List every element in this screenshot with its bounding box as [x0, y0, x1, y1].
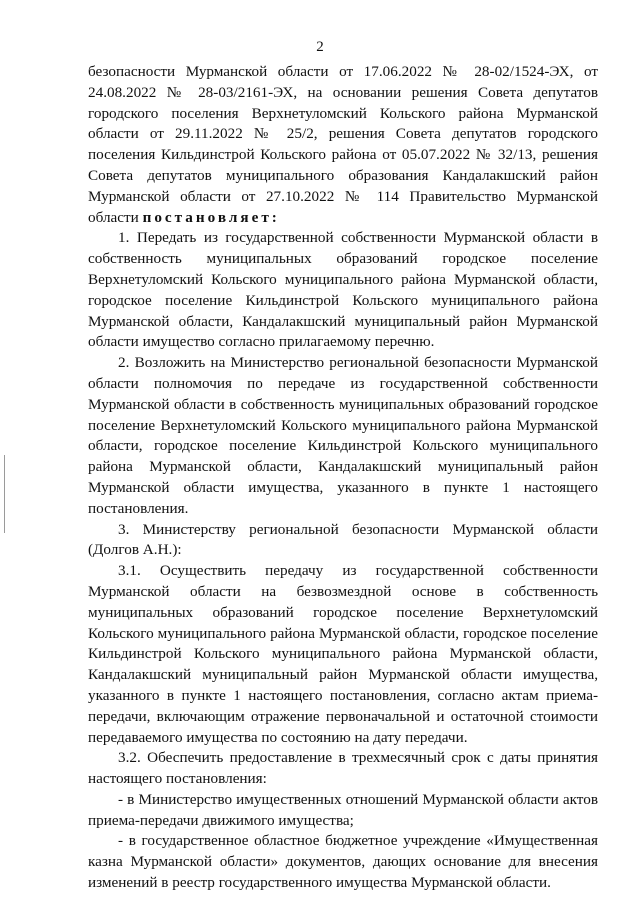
clause-3-2: 3.2. Обеспечить предоставление в трехмесячный срок с даты принятия настоящего постановления:	[88, 749, 598, 788]
bullet-item-2: - в государственное областное бюджетное учреждение «Имущественная казна Мурманской области» документов, дающих основание для внесения изменений в реестр государственного имущества Мурманской области.	[88, 832, 598, 892]
clause-3-1: 3.1. Осуществить передачу из государственной собственности Мурманской области на безвозмездной основе в собственность муниципальных образований городское поселение Верхнетуломский Кольского муниципального района Мурманской области, городское поселение Кильдинстрой Кольского муниципального района Мурманской области, Кандалакшский муниципальный район Мурманской области имущества, указанного в пункте 1 настоящего постановления, согласно актам приема-передачи, включающим отражение первоначальной и остаточной стоимости передаваемого имущества по состоянию на дату передачи.	[88, 562, 598, 746]
document-body	[88, 62, 598, 894]
clause-1: 1. Передать из государственной собственности Мурманской области в собственность муниципальных образований городское поселение Верхнетуломский Кольского муниципального района Мурманской области, городское поселение Кильдинстрой Кольского муниципального района Мурманской области, Кандалакшский муниципальный район Мурманской области имущество согласно прилагаемому перечню.	[88, 229, 598, 351]
clause-3: 3. Министерству региональной безопасности Мурманской области (Долгов А.Н.):	[88, 520, 598, 559]
clause-2: 2. Возложить на Министерство региональной безопасности Мурманской области полномочия по передаче из государственной собственности Мурманской области в собственность муниципальных образований городское поселение Верхнетуломский Кольского муниципального района Мурманской области, городское поселение Кильдинстрой Кольского муниципального района Мурманской области, Кандалакшский муниципальный район Мурманской области имущества, указанного в пункте 1 настоящего постановления.	[88, 354, 598, 517]
intro-text: безопасности Мурманской области от 17.06.2022 № 28-02/1524-ЭХ, от 24.08.2022 № 28-03/2161-ЭХ, на основании решения Совета депутатов городского поселения Верхнетуломский Кольского района Мурманской области от 29.11.2022 № 25/2, решения Совета депутатов городского поселения Кильдинстрой Кольского района от 05.07.2022 № 32/13, решения Совета депутатов муниципального образования Кандалакшский район Мурманской области от 27.10.2022 № 114 Правительство Мурманской области	[88, 63, 598, 226]
left-margin-mark	[4, 455, 5, 533]
decree-keyword: постановляет:	[142, 208, 280, 226]
intro-paragraph	[88, 62, 598, 228]
page-number: 2	[316, 39, 324, 55]
bullet-item-1: - в Министерство имущественных отношений Мурманской области актов приема-передачи движимого имущества;	[88, 790, 598, 829]
